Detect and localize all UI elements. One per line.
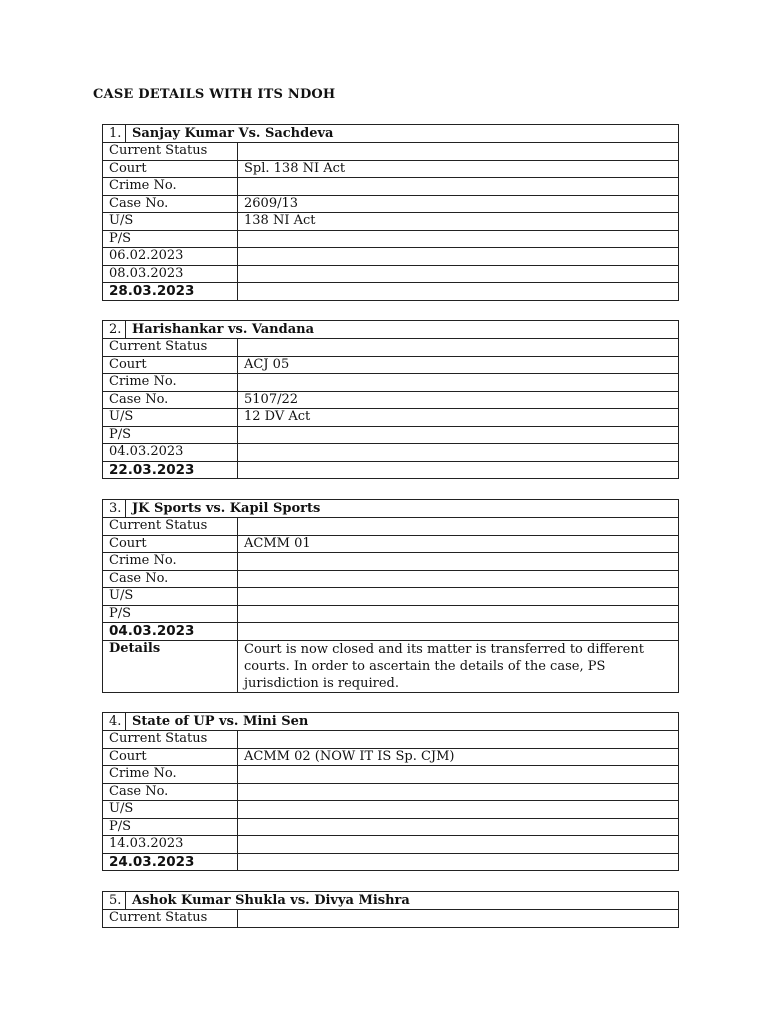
table-row (103, 160, 679, 178)
field-value (238, 518, 679, 536)
table-row (103, 801, 679, 819)
details-label: Details (103, 640, 238, 692)
field-label: Current Status (103, 339, 238, 357)
next-hearing-date: 28.03.2023 (103, 283, 238, 301)
field-label: Case No. (103, 570, 238, 588)
case-number: 1. (103, 125, 126, 142)
case-table-1 (102, 124, 679, 301)
table-row (103, 535, 679, 553)
field-label: Current Status (103, 731, 238, 749)
next-hearing-date: 24.03.2023 (103, 853, 238, 871)
case-title: State of UP vs. Mini Sen (132, 714, 309, 729)
table-row (103, 818, 679, 836)
table-row (103, 248, 679, 266)
field-label: Crime No. (103, 553, 238, 571)
table-row (103, 518, 679, 536)
field-value: 12 DV Act (238, 409, 679, 427)
field-value: 2609/13 (238, 195, 679, 213)
field-value (238, 444, 679, 462)
field-label: Court (103, 748, 238, 766)
table-row (103, 731, 679, 749)
field-value: ACJ 05 (238, 356, 679, 374)
field-value (238, 178, 679, 196)
field-value (238, 853, 679, 871)
case-table-2 (102, 320, 679, 479)
next-hearing-date: 22.03.2023 (103, 461, 238, 479)
hearing-date: 08.03.2023 (103, 265, 238, 283)
field-label: Crime No. (103, 766, 238, 784)
field-value: 138 NI Act (238, 213, 679, 231)
field-value (238, 339, 679, 357)
hearing-date: 04.03.2023 (103, 444, 238, 462)
field-label: Crime No. (103, 178, 238, 196)
hearing-date: 06.02.2023 (103, 248, 238, 266)
table-row (103, 623, 679, 641)
next-hearing-date: 04.03.2023 (103, 623, 238, 641)
table-row (103, 605, 679, 623)
field-value (238, 766, 679, 784)
field-value (238, 783, 679, 801)
table-row (103, 588, 679, 606)
field-value (238, 283, 679, 301)
case-title: Harishankar vs. Vandana (132, 322, 315, 337)
field-label: U/S (103, 588, 238, 606)
table-row (103, 553, 679, 571)
hearing-date: 14.03.2023 (103, 836, 238, 854)
field-label: Case No. (103, 783, 238, 801)
table-row (103, 426, 679, 444)
table-row (103, 356, 679, 374)
table-row (103, 374, 679, 392)
field-label: Current Status (103, 518, 238, 536)
case-header-row (103, 713, 679, 731)
case-header-row (103, 892, 679, 910)
table-row (103, 339, 679, 357)
case-title: Ashok Kumar Shukla vs. Divya Mishra (132, 893, 410, 908)
field-value (238, 910, 679, 928)
table-row (103, 230, 679, 248)
field-label: Case No. (103, 195, 238, 213)
table-row (103, 853, 679, 871)
case-header-row (103, 125, 679, 143)
case-header-row (103, 321, 679, 339)
table-row (103, 143, 679, 161)
table-row (103, 391, 679, 409)
table-row (103, 461, 679, 479)
field-value (238, 731, 679, 749)
field-value: ACMM 01 (238, 535, 679, 553)
field-value (238, 553, 679, 571)
table-row (103, 570, 679, 588)
table-row (103, 444, 679, 462)
case-title: Sanjay Kumar Vs. Sachdeva (132, 126, 334, 141)
table-row (103, 783, 679, 801)
details-text: Court is now closed and its matter is transferred to different courts. In order to ascertain the details of the case, PS jurisdiction is required. (238, 640, 679, 692)
field-value (238, 230, 679, 248)
field-value (238, 818, 679, 836)
table-row (103, 766, 679, 784)
field-value: Spl. 138 NI Act (238, 160, 679, 178)
field-value (238, 605, 679, 623)
table-row (103, 836, 679, 854)
field-value: 5107/22 (238, 391, 679, 409)
field-label: Court (103, 535, 238, 553)
case-header-row (103, 500, 679, 518)
field-label: U/S (103, 213, 238, 231)
field-label: Current Status (103, 143, 238, 161)
case-table-4 (102, 712, 679, 871)
field-label: U/S (103, 801, 238, 819)
table-row (103, 178, 679, 196)
field-value (238, 374, 679, 392)
field-value: ACMM 02 (NOW IT IS Sp. CJM) (238, 748, 679, 766)
field-label: P/S (103, 230, 238, 248)
document-title: CASE DETAILS WITH ITS NDOH (93, 87, 336, 102)
field-label: Court (103, 160, 238, 178)
field-label: P/S (103, 426, 238, 444)
field-value (238, 836, 679, 854)
field-label: P/S (103, 605, 238, 623)
field-value (238, 265, 679, 283)
field-label: Current Status (103, 910, 238, 928)
field-value (238, 461, 679, 479)
field-value (238, 801, 679, 819)
field-value (238, 248, 679, 266)
field-label: Crime No. (103, 374, 238, 392)
field-label: Court (103, 356, 238, 374)
case-number: 4. (103, 713, 126, 730)
table-row (103, 265, 679, 283)
table-row (103, 195, 679, 213)
field-value (238, 588, 679, 606)
field-value (238, 143, 679, 161)
field-value (238, 570, 679, 588)
case-table-5 (102, 891, 679, 928)
field-label: P/S (103, 818, 238, 836)
case-title: JK Sports vs. Kapil Sports (132, 501, 321, 516)
table-row (103, 409, 679, 427)
field-value (238, 623, 679, 641)
case-number: 2. (103, 321, 126, 338)
case-number: 3. (103, 500, 126, 517)
table-row (103, 748, 679, 766)
table-row (103, 910, 679, 928)
table-row (103, 213, 679, 231)
field-label: Case No. (103, 391, 238, 409)
field-label: U/S (103, 409, 238, 427)
field-value (238, 426, 679, 444)
case-number: 5. (103, 892, 126, 909)
table-row (103, 640, 679, 692)
table-row (103, 283, 679, 301)
case-table-3 (102, 499, 679, 693)
